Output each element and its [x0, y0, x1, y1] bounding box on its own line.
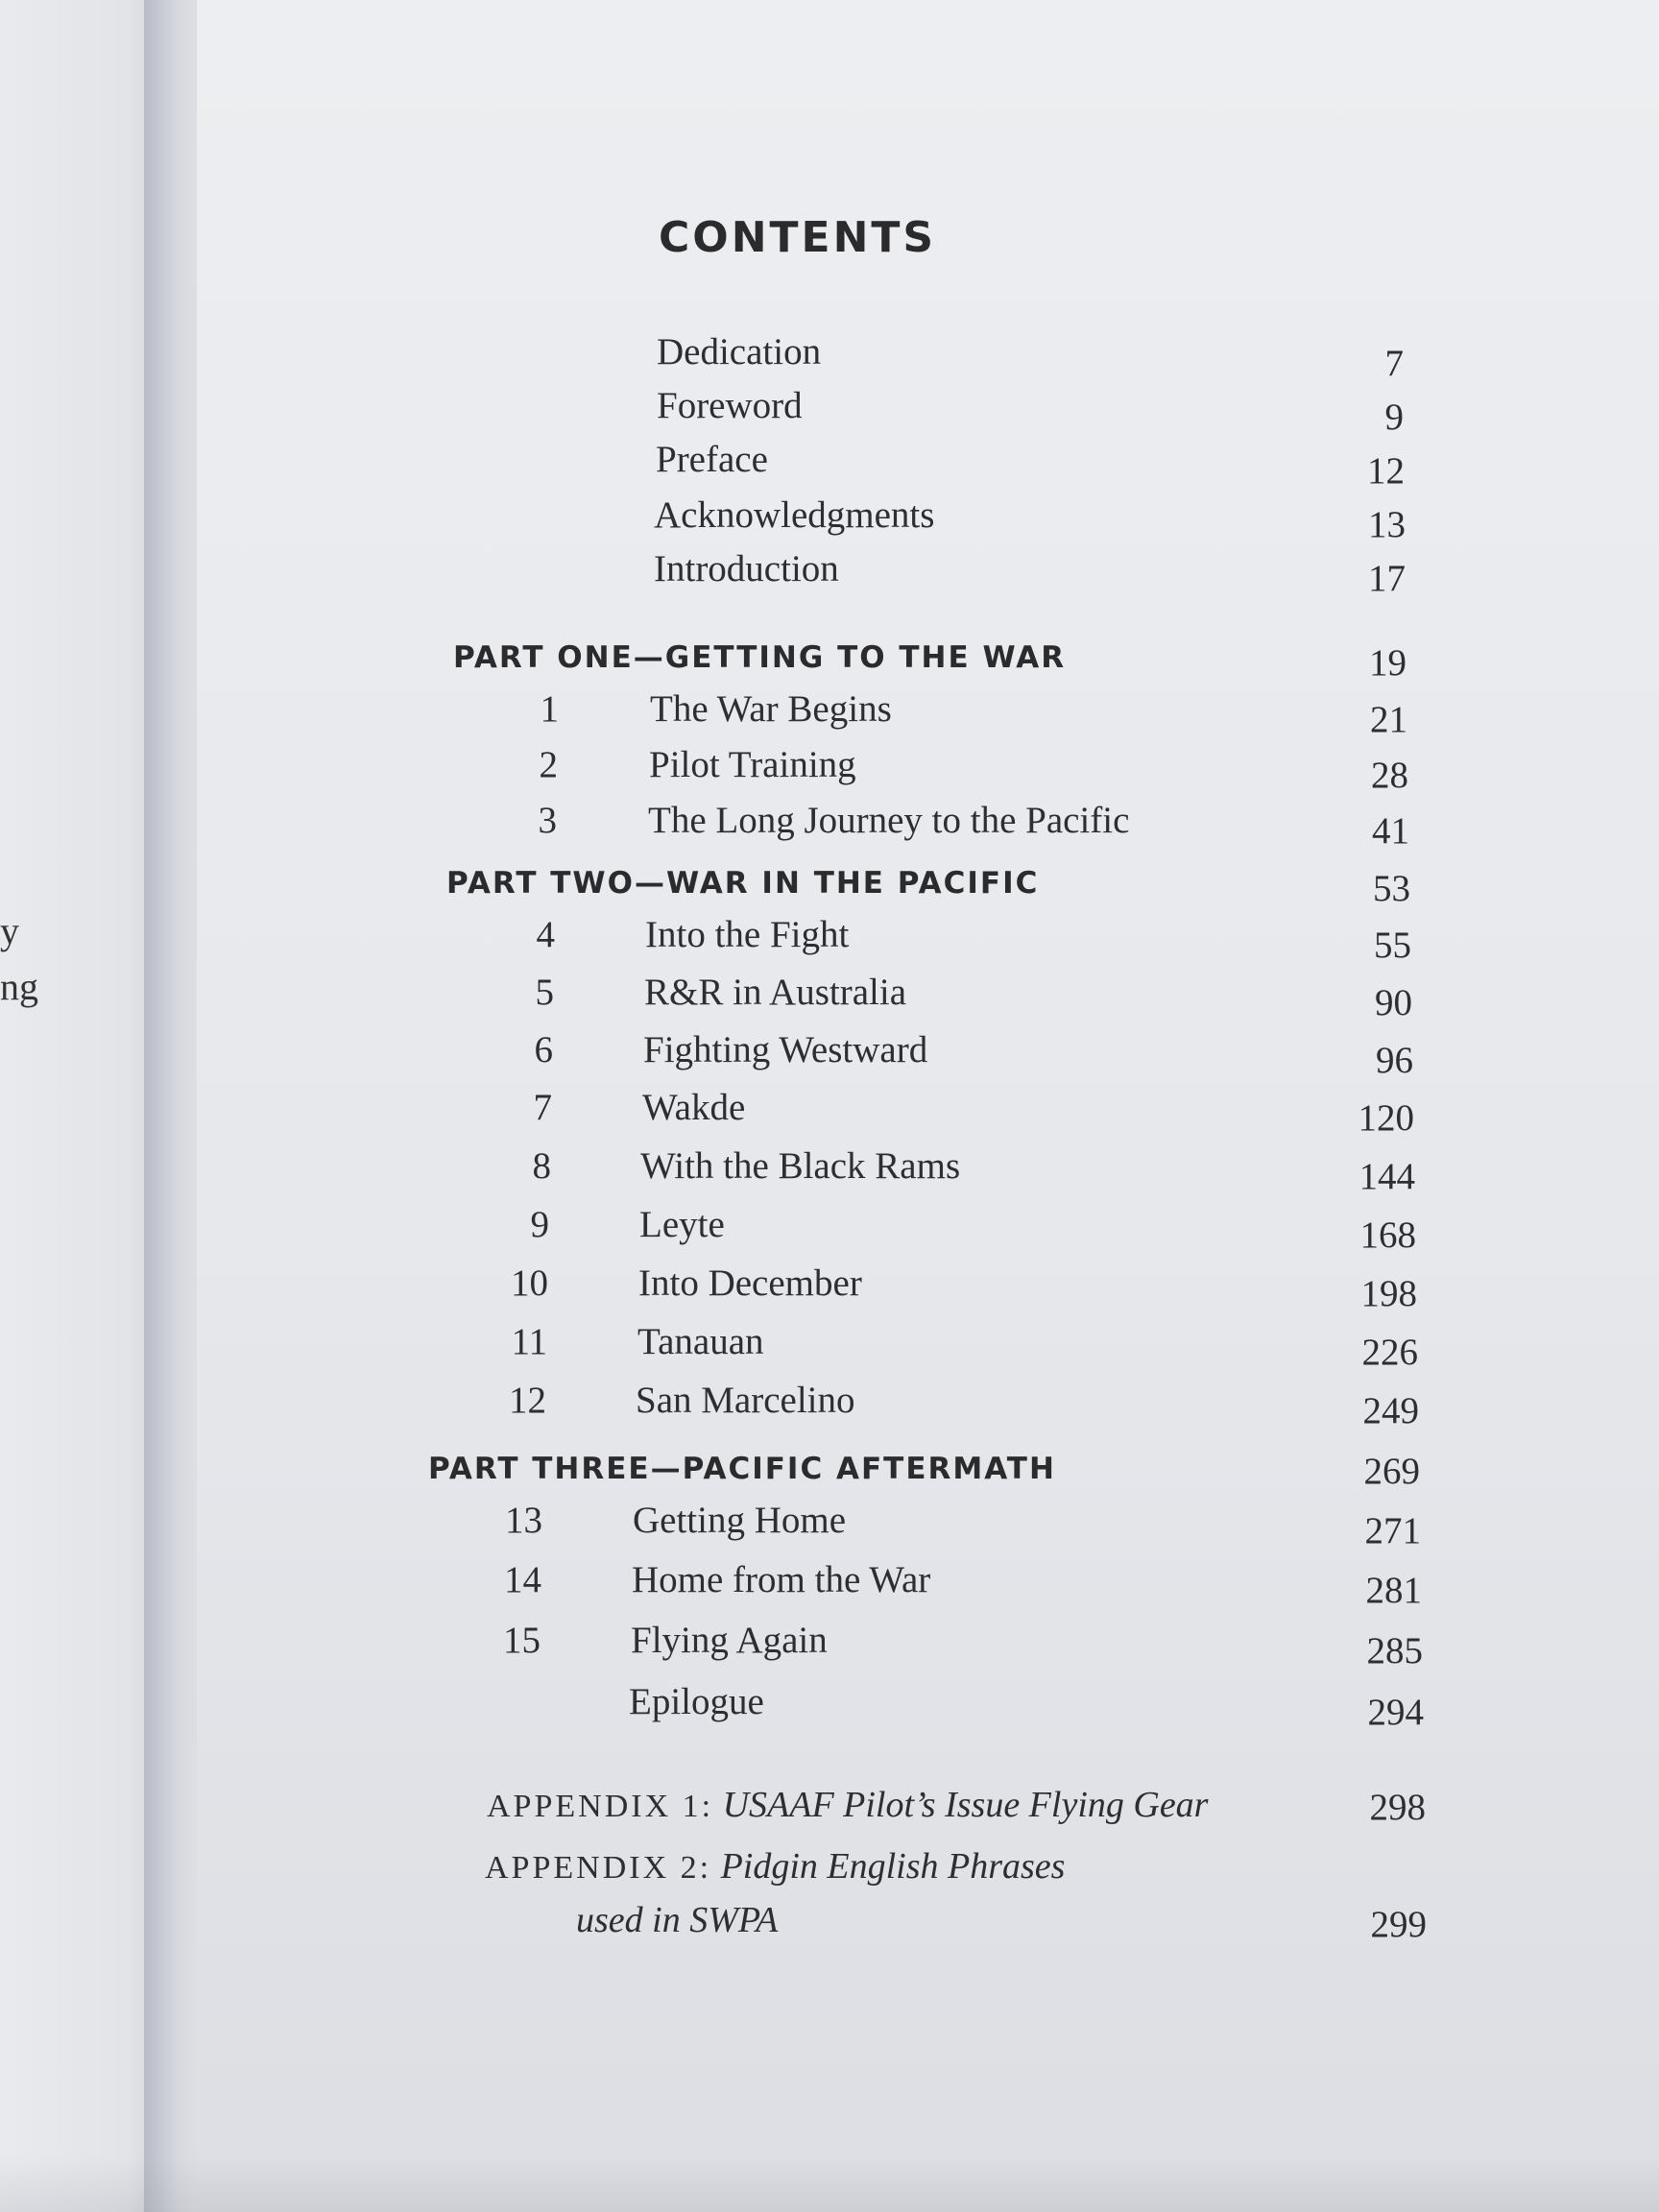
facing-page-fragment: y — [0, 909, 19, 952]
appendix-title: USAAF Pilot’s Issue Flying Gear — [722, 1785, 1209, 1825]
front-matter-label: Dedication — [657, 331, 822, 373]
chapter-number: 14 — [504, 1559, 541, 1600]
front-matter-label: Foreword — [657, 385, 803, 426]
chapter-number: 7 — [533, 1087, 552, 1128]
page-number: 53 — [1373, 868, 1410, 909]
page-title: CONTENTS — [659, 213, 937, 262]
chapter-number: 8 — [532, 1145, 551, 1187]
chapter-title: Tanauan — [637, 1321, 764, 1362]
chapter-number: 15 — [503, 1620, 541, 1661]
appendix-prefix: APPENDIX 2: — [485, 1850, 712, 1886]
front-matter-label: Acknowledgments — [654, 494, 935, 536]
page-number: 21 — [1370, 699, 1407, 740]
chapter-title: The War Begins — [650, 688, 892, 730]
page-shadow — [0, 2154, 1659, 2212]
page-number: 28 — [1371, 755, 1408, 796]
chapter-title: Home from the War — [632, 1559, 931, 1600]
appendix-title-continuation: used in SWPA — [576, 1900, 779, 1940]
chapter-number: 1 — [540, 688, 559, 730]
chapter-title: Into the Fight — [645, 914, 850, 955]
chapter-title: With the Black Rams — [640, 1145, 961, 1187]
chapter-title: Pilot Training — [649, 744, 856, 785]
chapter-number: 11 — [511, 1321, 547, 1362]
chapter-title: Fighting Westward — [643, 1029, 928, 1070]
part-heading: PART THREE—PACIFIC AFTERMATH — [428, 1452, 1056, 1486]
page-number: 281 — [1365, 1570, 1422, 1611]
page-number: 271 — [1364, 1510, 1421, 1551]
chapter-number: 12 — [509, 1380, 546, 1421]
page-number: 9 — [1384, 397, 1404, 438]
appendix-prefix: APPENDIX 1: — [487, 1789, 714, 1824]
chapter-number: 10 — [511, 1262, 548, 1304]
page-number: 7 — [1384, 343, 1404, 384]
page-number: 298 — [1369, 1787, 1426, 1828]
part-heading: PART ONE—GETTING TO THE WAR — [453, 640, 1067, 675]
chapter-title: Into December — [638, 1262, 862, 1304]
page-number: 285 — [1366, 1630, 1423, 1671]
page-number: 294 — [1367, 1692, 1424, 1733]
chapter-title: The Long Journey to the Pacific — [648, 800, 1130, 841]
page-number: 41 — [1372, 810, 1409, 852]
chapter-number: 3 — [538, 800, 557, 841]
chapter-number: 5 — [535, 972, 554, 1013]
chapter-number: 6 — [534, 1029, 553, 1070]
page-number: 168 — [1359, 1214, 1416, 1256]
page-number: 198 — [1360, 1273, 1417, 1314]
page-number: 12 — [1367, 450, 1405, 492]
page-number: 144 — [1358, 1156, 1415, 1197]
part-heading: PART TWO—WAR IN THE PACIFIC — [446, 866, 1040, 901]
page-number: 96 — [1376, 1040, 1413, 1081]
page-number: 55 — [1374, 925, 1411, 966]
page-number: 226 — [1361, 1332, 1418, 1373]
page-number: 17 — [1368, 558, 1406, 599]
page-number: 13 — [1368, 504, 1406, 545]
chapter-number: 4 — [536, 914, 555, 955]
chapter-number: 2 — [539, 744, 558, 785]
appendix-entry — [485, 1845, 1065, 1887]
chapter-title: Wakde — [642, 1087, 746, 1128]
chapter-title: San Marcelino — [636, 1380, 855, 1421]
chapter-title: Flying Again — [631, 1620, 828, 1661]
chapter-number: 13 — [505, 1500, 542, 1541]
facing-page-fragment: ng — [0, 965, 38, 1008]
chapter-number: 9 — [530, 1204, 549, 1245]
epilogue-label: Epilogue — [629, 1681, 764, 1722]
front-matter-label: Introduction — [654, 548, 839, 589]
page-number: 249 — [1362, 1390, 1419, 1431]
page-number: 90 — [1375, 982, 1412, 1023]
chapter-title: Getting Home — [633, 1500, 847, 1541]
front-matter-label: Preface — [656, 439, 768, 480]
appendix-entry — [487, 1784, 1208, 1826]
chapter-title: R&R in Australia — [644, 972, 906, 1013]
chapter-title: Leyte — [639, 1204, 725, 1245]
page-number: 120 — [1358, 1097, 1414, 1139]
page-number: 269 — [1363, 1451, 1420, 1492]
page-number: 299 — [1370, 1904, 1427, 1945]
appendix-title: Pidgin English Phrases — [720, 1846, 1066, 1887]
page-number: 19 — [1369, 642, 1407, 684]
